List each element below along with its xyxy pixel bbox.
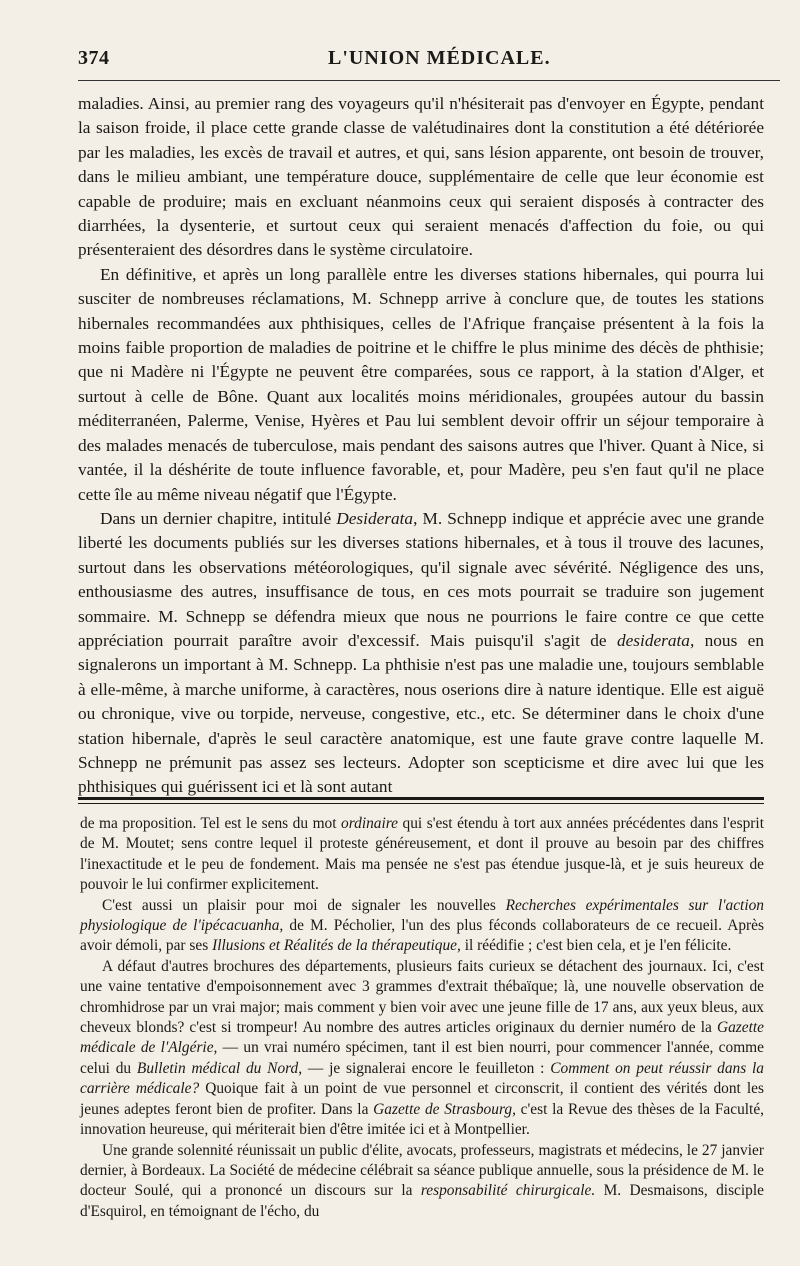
- running-title: L'UNION MÉDICALE.: [328, 47, 551, 69]
- feuilleton-separator-rule: [78, 797, 764, 804]
- paragraph-3: Dans un dernier chapitre, intitulé Desiderata, M. Schnepp indique et apprécie avec une grande liberté les documents publiés sur les diverses stations hibernales, et à tous il trouve des lacunes, surtout dans les observations météorologiques, qu'il signale avec sévérité. Négligence des uns, enthousiasme des autres, insuffisance de tous, en ces mots pourrait se traduire son jugement sommaire. M. Schnepp se défendra mieux que nous ne pourrions le faire contre ce que cette appréciation pourrait paraître avoir d'excessif. Mais puisqu'il s'agit de desiderata, nous en signalerons un important à M. Schnepp. La phthisie n'est pas une maladie une, toujours semblable à elle-même, à marche uniforme, à caractères, nous oserions dire à nature identique. Elle est aiguë ou chronique, vive ou torpide, nerveuse, congestive, etc., etc. Se déterminer dans le choix d'une station hibernale, d'après le seul caractère anatomique, est une faute grave contre laquelle M. Schnepp ne prémunit pas assez ses lecteurs. Adopter son scepticisme et dire avec lui que les phthisiques qui guérissent ici et là sont autant: [78, 508, 764, 797]
- paragraph-2: En définitive, et après un long parallèle entre les diverses stations hibernales, qui pourra lui susciter de nombreuses réclamations, M. Schnepp arrive à conclure que, de toutes les stations hibernales recommandées aux phthisiques, celles de l'Afrique française présentent à la fois la moins faible proportion de maladies de poitrine et le chiffre le plus minime des décès de phthisie; que ni Madère ni l'Égypte ne peuvent être comparées, sous ce rapport, à la station d'Alger, et surtout à celle de Bône. Quant aux localités moins méridionales, groupées autour du bassin méditerranéen, Palerme, Venise, Hyères et Pau lui semblent devoir offrir un séjour temporaire à des malades menacés de tuberculose, mais pendant des saisons autres que l'hiver. Quant à Nice, si vantée, il la déshérite de toute influence favorable, et, pour Madère, peu s'en faut qu'il ne place cette île au même niveau négatif que l'Égypte.: [78, 264, 764, 504]
- header-rule: [78, 80, 780, 81]
- feuilleton-paragraph-1: de ma proposition. Tel est le sens du mot ordinaire qui s'est étendu à tort aux années précédentes dans l'esprit de M. Moutet; sens contre lequel il proteste généreusement, et dont il prouve au besoin par des chiffres l'inexactitude et le peu de fondement. Mais ma pensée ne s'est pas étendue jusque-là, et je suis heureux de pouvoir le lui confirmer explicitement.: [80, 815, 764, 894]
- feuilleton-paragraph-2: C'est aussi un plaisir pour moi de signaler les nouvelles Recherches expérimentales sur l'action physiologique de l'ipécacuanha, de M. Pécholier, l'un des plus féconds collaborateurs de ce recueil. Après avoir démoli, par ses Illusions et Réalités de la thérapeutique, il réédifie ; c'est bien cela, et je l'en félicite.: [80, 896, 764, 955]
- feuilleton-paragraph-3: A défaut d'autres brochures des départements, plusieurs faits curieux se détachent des journaux. Ici, c'est une vaine tentative d'empoisonnement avec 3 grammes d'extrait thébaïque; là, une nouvelle observation de chromhidrose par un vrai major; mais comment y bien voir avec une jeune fille de 17 ans, aux yeux bleus, aux cheveux blonds? c'est si trompeur! Au nombre des autres articles originaux du dernier numéro de la Gazette médicale de l'Algérie, — un vrai numéro spécimen, tant il est bien nourri, pour commencer l'année, comme celui du Bulletin médical du Nord, — je signalerai encore le feuilleton : Comment on peut réussir dans la carrière médicale? Quoique fait à un point de vue personnel et circonscrit, il contient des vérités dont les jeunes adeptes feront bien de profiter. Dans la Gazette de Strasbourg, c'est la Revue des thèses de la Faculté, innovation heureuse, qui mériterait bien d'être imitée ici et à Montpellier.: [80, 957, 764, 1139]
- feuilleton-text: [80, 814, 764, 1222]
- paragraph-1: maladies. Ainsi, au premier rang des voyageurs qu'il n'hésiterait pas d'envoyer en Égypte, pendant la saison froide, il place cette grande classe de valétudinaires dont la constitution a été détériorée par les maladies, les excès de travail et autres, et qui, sans lésion apparente, ont besoin de trouver, dans le milieu ambiant, une température douce, supplémentaire de celle que leur économie est capable de produire; mais en excluant néanmoins ceux qui seraient disposés à contracter des diarrhées, la dysenterie, et surtout ceux qui seraient menacés d'affection du foie, ou qui présenteraient des désordres dans le système circulatoire.: [78, 94, 764, 260]
- page-number: 374: [78, 47, 110, 69]
- page-header: [78, 47, 778, 75]
- main-article-text: [78, 92, 764, 800]
- feuilleton-paragraph-4: Une grande solennité réunissait un public d'élite, avocats, professeurs, magistrats et médecins, le 27 janvier dernier, à Bordeaux. La Société de médecine célébrait sa séance publique annuelle, sous la présidence de M. le docteur Soulé, qui a prononcé un discours sur la responsabilité chirurgicale. M. Desmaisons, disciple d'Esquirol, en témoignant de l'écho, du: [80, 1141, 764, 1220]
